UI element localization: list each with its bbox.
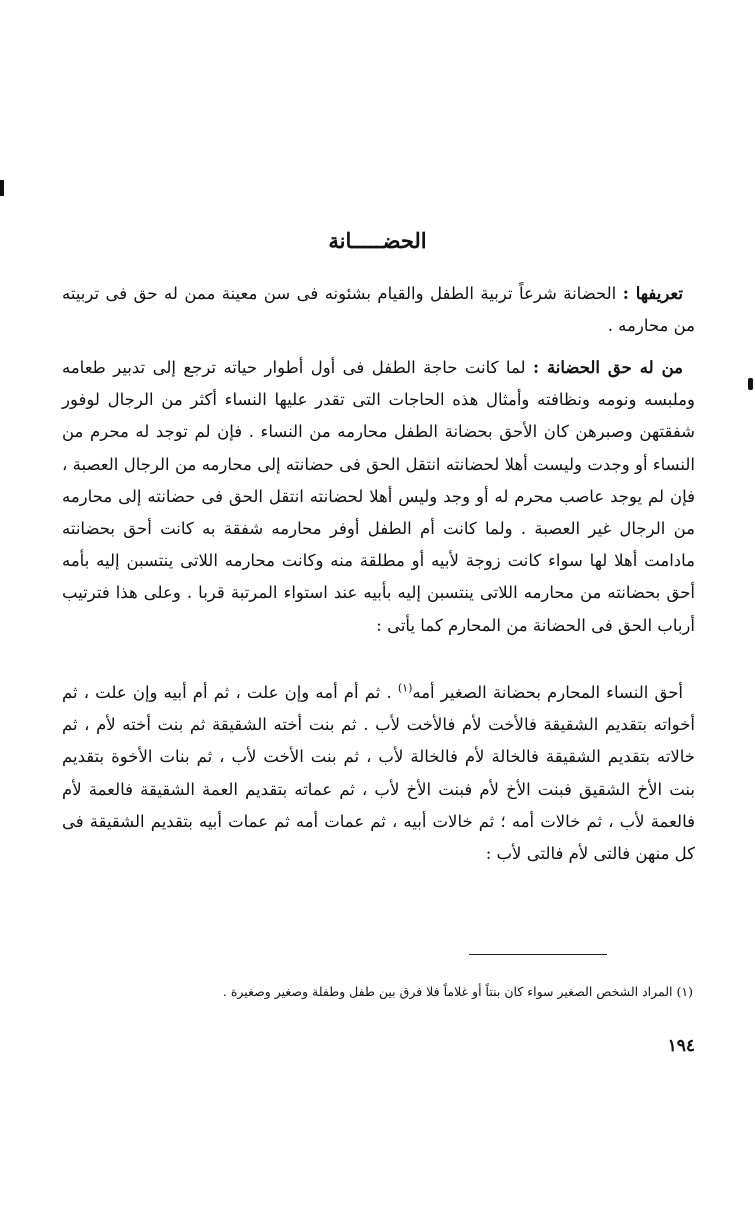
footnote-reference: (١) bbox=[397, 681, 413, 695]
page-number: ١٩٤ bbox=[667, 1036, 695, 1056]
scan-edge-dot bbox=[748, 378, 753, 390]
custody-order-text-start: أحق النساء المحارم بحضانة الصغير أمه bbox=[412, 683, 683, 702]
custody-order-paragraph bbox=[62, 677, 695, 870]
custody-order-text-rest: . ثم أم أمه وإن علت ، ثم أم أبيه وإن علت ، ثم أخواته بتقديم الشقيقة فالأخت لأم فالأخت لأب . ثم بنت أخته الشقيقة ثم بنت أخته لأم ، ثم خالاته بتقديم الشقيقة فالخالة لأم فالخالة لأب ، ثم بنت الأخت لأب ، ثم بنات الأخوة بتقديم بنت الأخ الشقيق فبنت الأخ لأم فبنت الأخ لأب ، ثم عماته بتقديم العمة الشقيقة فالعمة لأم فالعمة لأب ، ثم خالات أمه ؛ ثم خالات أبيه ، ثم عمات أمه ثم عمات أبيه بتقديم الشقيقة فى كل منهن فالتى لأم فالتى لأب : bbox=[62, 683, 695, 864]
custody-right-paragraph bbox=[62, 352, 695, 642]
scan-edge-mark bbox=[0, 180, 4, 196]
section-title: الحضـــــانة bbox=[328, 228, 427, 253]
custody-right-text: لما كانت حاجة الطفل فى أول أطوار حياته ترجع إلى تدبير طعامه وملبسه ونومه ونظافته وأمثال هذه الحاجات التى تقدر عليها النساء أكثر من الرجال لوفور شفقتهن وصبرهن كان الأحق بحضانة الطفل محارمه من النساء . فإن لم توجد له محرم من النساء أو وجدت وليست أهلا لحضانته انتقل الحق فى حضانته إلى محارمه من الرجال العصبة ، فإن لم يوجد عاصب محرم له أو وجد وليس أهلا لحضانته انتقل الحق فى حضانته إلى محارمه من الرجال غير العصبة . ولما كانت أم الطفل أوفر محارمه شفقة به كانت أحق بحضانته مادامت أهلا لها سواء كانت زوجة لأبيه أو مطلقة منه وكانت محارمه اللاتى ينتسبن إليه بأمه أحق بحضانته من محارمه اللاتى ينتسبن إليه بأبيه عند استواء المرتبة قربا . وعلى هذا فترتيب أرباب الحق فى الحضانة من المحارم كما يأتى : bbox=[62, 358, 695, 635]
footnote: (١) المراد الشخص الصغير سواء كان بنتاً أو غلاماً فلا فرق بين طفل وطفلة وصغير وصغيرة . bbox=[222, 984, 693, 999]
definition-text: الحضانة شرعاً تربية الطفل والقيام بشئونه فى سن معينة ممن له حق فى تربيته من محارمه . bbox=[62, 284, 695, 336]
definition-lead: تعريفها : bbox=[622, 284, 683, 303]
custody-right-lead: من له حق الحضانة : bbox=[532, 358, 683, 377]
definition-paragraph bbox=[62, 278, 695, 342]
footnote-divider bbox=[469, 954, 607, 955]
